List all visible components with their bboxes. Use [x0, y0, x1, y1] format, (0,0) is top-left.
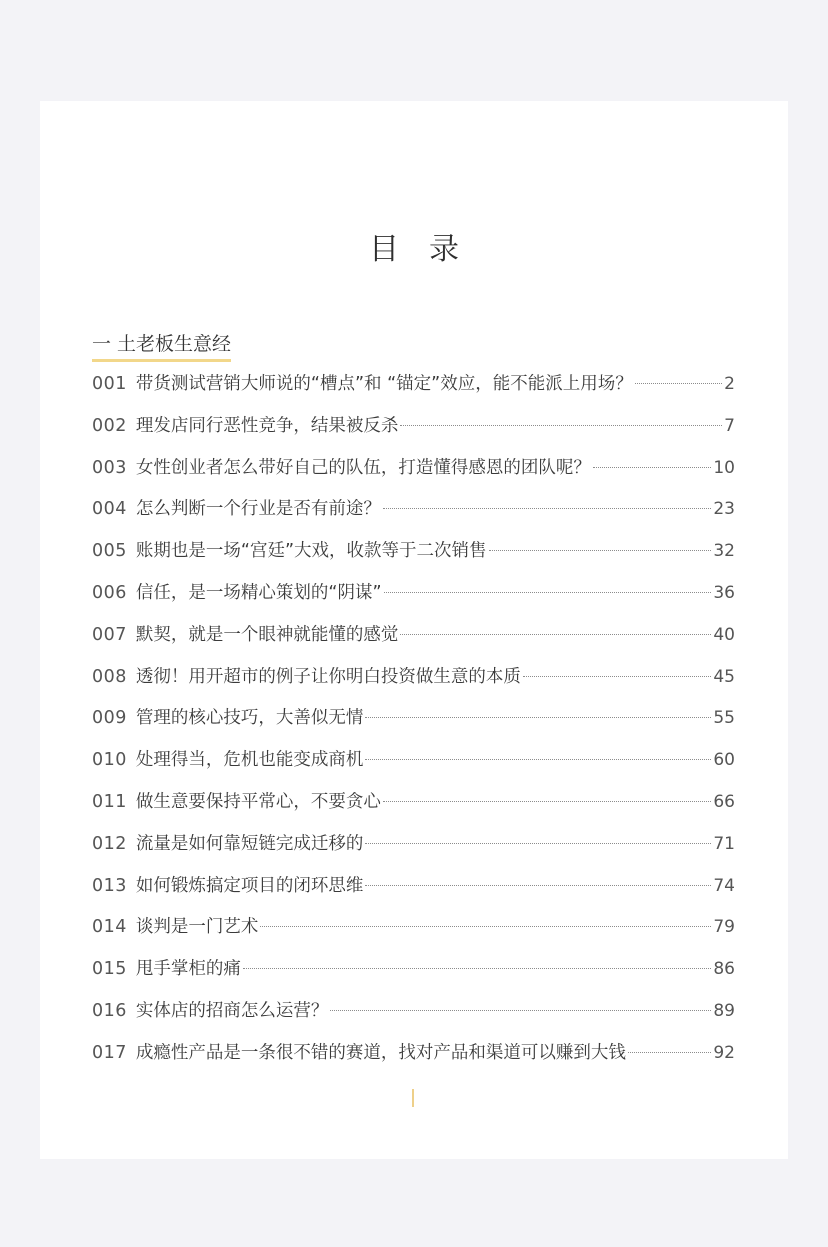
dot-leader — [365, 717, 711, 718]
entry-number: 005 — [92, 541, 127, 562]
dot-leader — [383, 801, 711, 802]
entry-page: 55 — [713, 708, 735, 729]
entry-page: 60 — [713, 750, 735, 771]
toc-entry[interactable] — [92, 698, 735, 740]
entry-title: 谈判是一门艺术 — [135, 917, 259, 938]
dot-leader — [243, 968, 711, 969]
entry-number: 009 — [92, 708, 127, 729]
entry-page: 86 — [713, 959, 735, 980]
toc-entry[interactable] — [92, 907, 735, 949]
entry-title: 实体店的招商怎么运营？ — [135, 1000, 329, 1021]
entry-page: 32 — [713, 541, 735, 562]
toc-entry[interactable] — [92, 615, 735, 657]
entry-title: 成瘾性产品是一条很不错的赛道，找对产品和渠道可以赚到大钱 — [135, 1042, 626, 1063]
dot-leader — [383, 508, 711, 509]
entry-title: 做生意要保持平常心，不要贪心 — [135, 791, 381, 812]
toc-entry[interactable] — [92, 991, 735, 1033]
entry-number: 010 — [92, 750, 127, 771]
entry-number: 003 — [92, 457, 127, 478]
dot-leader — [593, 467, 711, 468]
entry-number: 014 — [92, 917, 127, 938]
entry-title: 怎么判断一个行业是否有前途？ — [135, 499, 381, 520]
entry-page: 74 — [713, 875, 735, 896]
dot-leader — [635, 383, 722, 384]
entry-title: 账期也是一场“宫廷”大戏，收款等于二次销售 — [135, 541, 487, 562]
toc-entry[interactable] — [92, 782, 735, 824]
section-header — [92, 329, 231, 359]
toc-entry[interactable] — [92, 740, 735, 782]
toc-entry[interactable] — [92, 531, 735, 573]
page-marker — [412, 1089, 414, 1107]
toc-entry[interactable] — [92, 406, 735, 448]
entry-page: 71 — [713, 833, 735, 854]
entry-number: 001 — [92, 374, 127, 394]
entry-number: 016 — [92, 1000, 127, 1021]
entry-page: 92 — [713, 1042, 735, 1063]
entry-page: 66 — [713, 791, 735, 812]
entry-number: 013 — [92, 875, 127, 896]
entry-number: 008 — [92, 666, 127, 687]
entry-page: 2 — [724, 374, 735, 394]
entry-title: 女性创业者怎么带好自己的队伍，打造懂得感恩的团队呢？ — [135, 457, 591, 478]
dot-leader — [365, 885, 711, 886]
entry-page: 89 — [713, 1000, 735, 1021]
entry-title: 管理的核心技巧，大善似无情 — [135, 708, 364, 729]
dot-leader — [260, 926, 711, 927]
page-title: 目录 — [369, 232, 489, 267]
entry-page: 10 — [713, 457, 735, 478]
entry-title: 甩手掌柜的痛 — [135, 959, 241, 980]
entry-number: 004 — [92, 499, 127, 520]
entry-number: 007 — [92, 624, 127, 645]
entry-title: 信任，是一场精心策划的“阴谋” — [135, 582, 382, 603]
toc-entry[interactable] — [92, 657, 735, 699]
entry-number: 002 — [92, 415, 127, 436]
dot-leader — [330, 1010, 711, 1011]
entry-title: 透彻！用开超市的例子让你明白投资做生意的本质 — [135, 666, 521, 687]
entry-number: 006 — [92, 582, 127, 603]
entry-number: 012 — [92, 833, 127, 854]
entry-title: 如何锻炼搞定项目的闭环思维 — [135, 875, 364, 896]
toc-entry[interactable] — [92, 1033, 735, 1075]
toc-entry[interactable] — [92, 824, 735, 866]
entry-number: 017 — [92, 1042, 127, 1063]
entry-title: 流量是如何靠短链完成迁移的 — [135, 833, 364, 854]
dot-leader — [400, 425, 722, 426]
entry-title: 处理得当，危机也能变成商机 — [135, 750, 364, 771]
entry-page: 7 — [724, 415, 735, 436]
toc-entry[interactable] — [92, 489, 735, 531]
entry-page: 23 — [713, 499, 735, 520]
section-title: 一 土老板生意经 — [92, 333, 232, 355]
dot-leader — [384, 592, 712, 593]
dot-leader — [400, 634, 711, 635]
dot-leader — [365, 843, 711, 844]
section-underline — [92, 359, 231, 362]
toc-entry[interactable] — [92, 866, 735, 908]
entry-number: 015 — [92, 959, 127, 980]
toc-entry[interactable] — [92, 949, 735, 991]
entry-title: 默契，就是一个眼神就能懂的感觉 — [135, 624, 399, 645]
entry-page: 45 — [713, 666, 735, 687]
entry-page: 36 — [713, 582, 735, 603]
dot-leader — [489, 550, 712, 551]
entry-page: 79 — [713, 917, 735, 938]
dot-leader — [365, 759, 711, 760]
entry-number: 011 — [92, 791, 127, 812]
dot-leader — [523, 676, 711, 677]
toc-entry[interactable] — [92, 573, 735, 615]
entry-title: 带货测试营销大师说的“槽点”和 “锚定”效应，能不能派上用场？ — [135, 374, 633, 394]
toc-entry[interactable] — [92, 448, 735, 490]
toc-list — [92, 364, 735, 1075]
toc-entry[interactable] — [92, 364, 735, 406]
entry-page: 40 — [713, 624, 735, 645]
entry-title: 理发店同行恶性竞争，结果被反杀 — [135, 415, 399, 436]
dot-leader — [628, 1052, 711, 1053]
